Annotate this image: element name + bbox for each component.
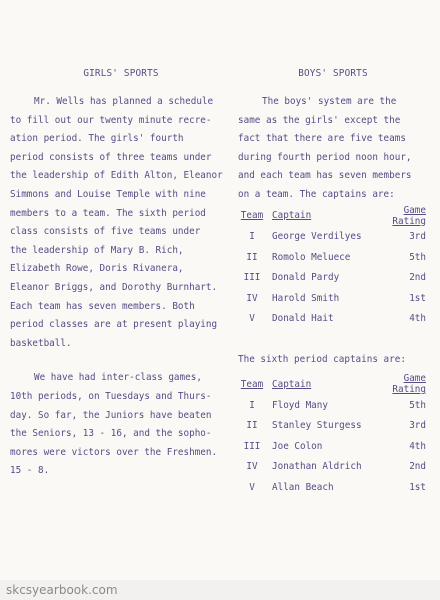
table-row [238,395,428,416]
rating-cell: 2nd [409,272,426,284]
team-cell: IV [246,461,258,473]
team-cell: III [243,272,261,284]
table-row [238,477,428,498]
text-line: 10th periods, on Tuesdays and Thurs- [10,390,212,402]
team-column-header: Team [240,378,264,390]
captain-cell: George Verdilyes [272,231,362,243]
sixth-period-title: The sixth period captains are: [238,354,406,366]
text-line: Simmons and Louise Temple with nine [10,188,206,200]
text-line: fact that there are five teams [238,133,406,145]
team-column-header: Team [240,210,264,222]
girls-sports-paragraph-2 [10,369,232,481]
rating-cell: 5th [409,251,426,263]
rating-cell: 2nd [409,461,426,473]
captain-cell: Jonathan Aldrich [272,461,362,473]
text-line: 15 - 8. [10,465,50,477]
captain-cell: Allan Beach [272,481,334,493]
team-cell: V [249,313,255,325]
text-line: day. So far, the Juniors have beaten [10,409,212,421]
rating-cell: 4th [409,313,426,325]
text-line: the Seniors, 13 - 16, and the sopho- [10,428,212,440]
text-line: same as the girls' except the [238,114,401,126]
table-row [238,457,428,478]
text-line: Mr. Wells has planned a schedule [34,96,214,107]
rating-cell: 1st [409,481,426,493]
text-line: period consists of three teams under [10,151,212,163]
text-line: during fourth period noon hour, [238,151,412,163]
captain-column-header: Captain [272,378,312,390]
text-line: the leadership of Mary B. Rich, [10,244,184,256]
captain-cell: Harold Smith [272,292,340,304]
text-line: mores were victors over the Freshmen. [10,446,218,458]
text-line: period classes are at present playing [10,319,218,331]
captain-cell: Donald Hait [272,313,334,325]
rating-cell: 1st [409,292,426,304]
team-cell: II [246,251,258,263]
text-line: The boys' system are the [262,96,397,107]
table-row [238,247,428,268]
rating-cell: 3rd [409,420,426,432]
captain-cell: Stanley Sturgess [272,420,362,432]
fourth-period-captains-table [238,205,428,330]
girls-sports-column [10,68,232,481]
text-line: members to a team. The sixth period [10,207,206,219]
table-row [238,416,428,437]
boys-sports-heading: BOYS' SPORTS [298,68,368,79]
team-cell: II [246,420,258,432]
captain-column-header: Captain [272,210,312,222]
text-line: Each team has seven members. Both [10,300,195,312]
table-row [238,436,428,457]
team-cell: IV [246,292,258,304]
text-line: the leadership of Edith Alton, Eleanor [10,170,223,182]
table-row [238,288,428,309]
rating-cell: 5th [409,399,426,411]
text-line: on a team. The captains are: [238,188,395,200]
table-header-row [238,205,428,227]
boys-sports-intro [238,93,428,205]
text-line: to fill out our twenty minute recre- [10,114,212,126]
text-line: We have had inter-class games, [34,372,202,384]
girls-sports-paragraph-1 [10,93,232,353]
text-line: Elizabeth Rowe, Doris Rivanera, [10,263,184,275]
text-line: and each team has seven members [238,170,412,182]
captain-cell: Floyd Many [272,399,328,411]
captain-cell: Joe Colon [272,440,323,452]
girls-sports-heading: GIRLS' SPORTS [83,68,159,79]
team-cell: V [249,481,255,493]
game-rating-column-header: Game Rating [392,373,426,396]
table-row [238,268,428,289]
table-header-row [238,373,428,395]
rating-cell: 4th [409,440,426,452]
game-rating-column-header: Game Rating [392,204,426,227]
rating-cell: 3rd [409,231,426,243]
text-line: Eleanor Briggs, and Dorothy Burnhart. [10,281,218,293]
text-line: basketball. [10,337,72,349]
text-line: ation period. The girls' fourth [10,133,184,145]
sixth-period-captains-table [238,373,428,498]
team-cell: III [243,440,261,452]
watermark: skcsyearbook.com [0,580,440,600]
captain-cell: Donald Pardy [272,272,340,284]
table-row [238,309,428,330]
team-cell: I [249,231,255,243]
table-row [238,227,428,248]
text-line: class consists of five teams under [10,226,201,238]
team-cell: I [249,399,255,411]
boys-sports-column [238,68,428,498]
captain-cell: Romolo Meluece [272,251,351,263]
